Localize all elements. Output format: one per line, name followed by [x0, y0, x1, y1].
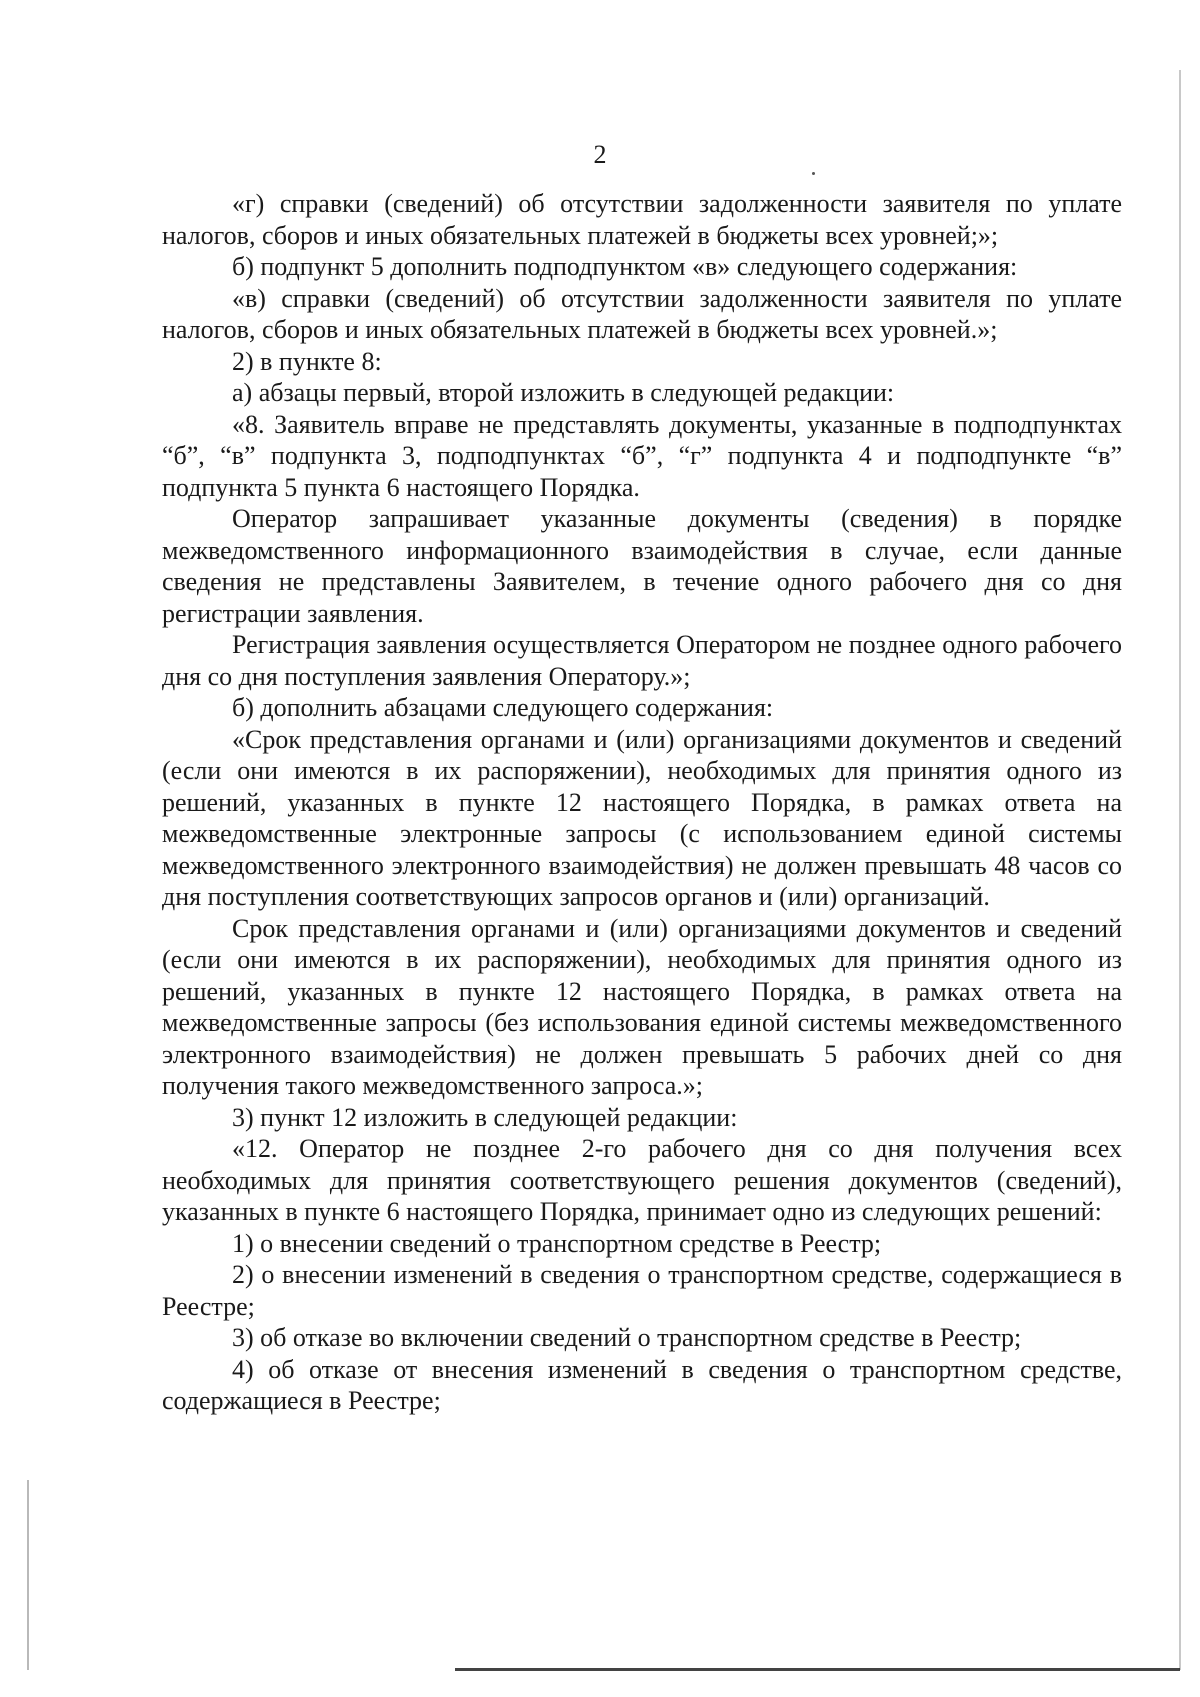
paragraph: «Срок представления органами и (или) организациями документов и сведений (если они имеются в их распоряжении), необходимых для принятия одного из решений, указанных в пункте 12 настоящего Порядка, в рамках ответа на межведомственные электронные запросы (с использованием единой системы межведомственного электронного взаимодействия) не должен превышать 48 часов со дня поступления соответствующих запросов органов и (или) организаций. [162, 724, 1122, 911]
list-item: 3) об отказе во включении сведений о транспортном средстве в Реестр; [232, 1323, 1022, 1352]
paragraph: 2) в пункте 8: [232, 346, 382, 376]
paragraph: «г) справки (сведений) об отсутствии задолженности заявителя по уплате налогов, сборов и иных обязательных платежей в бюджеты всех уровней;»; [162, 189, 1122, 250]
list-item: 1) о внесении сведений о транспортном средстве в Реестр; [232, 1228, 882, 1258]
scan-edge-left [27, 1480, 29, 1670]
list-item: 2) о внесении изменений в сведения о транспортном средстве, содержащиеся в Реестре; [162, 1260, 1122, 1321]
paragraph: «в) справки (сведений) об отсутствии задолженности заявителя по уплате налогов, сборов и иных обязательных платежей в бюджеты всех уровней.»; [162, 283, 1122, 344]
paragraph: б) дополнить абзацами следующего содержания: [232, 693, 774, 722]
list-item: 4) об отказе от внесения изменений в сведения о транспортном средстве, содержащиеся в Реестре; [162, 1354, 1122, 1415]
document-body [162, 188, 1122, 1417]
paragraph: Регистрация заявления осуществляется Оператором не позднее одного рабочего дня со дня поступления заявления Оператору.»; [162, 630, 1122, 691]
paragraph: «12. Оператор не позднее 2-го рабочего дня со дня получения всех необходимых для принятия соответствующего решения документов (сведений), указанных в пункте 6 настоящего Порядка, принимает одно из следующих решений: [162, 1134, 1122, 1226]
page-number: 2 [593, 140, 607, 169]
scan-speck [812, 172, 815, 175]
scan-edge-right [1179, 70, 1181, 1670]
paragraph: а) абзацы первый, второй изложить в следующей редакции: [232, 378, 895, 407]
paragraph: «8. Заявитель вправе не представлять документы, указанные в подподпунктах “б”, “в” подпункта 3, подподпунктах “б”, “г” подпункта 4 и подподпункте “в” подпункта 5 пункта 6 настоящего Порядка. [162, 409, 1122, 502]
paragraph: Оператор запрашивает указанные документы (сведения) в порядке межведомственного информационного взаимодействия в случае, если данные сведения не представлены Заявителем, в течение одного рабочего дня со дня регистрации заявления. [162, 504, 1122, 628]
paragraph: Срок представления органами и (или) организациями документов и сведений (если они имеются в их распоряжении), необходимых для принятия одного из решений, указанных в пункте 12 настоящего Порядка, в рамках ответа на межведомственные запросы (без использования единой системы межведомственного электронного взаимодействия) не должен превышать 5 рабочих дней со дня получения такого межведомственного запроса.»; [162, 913, 1122, 1100]
scan-edge-bottom [455, 1668, 1180, 1671]
paragraph: б) подпункт 5 дополнить подподпунктом «в» следующего содержания: [232, 252, 1018, 281]
paragraph: 3) пункт 12 изложить в следующей редакции: [232, 1102, 738, 1132]
